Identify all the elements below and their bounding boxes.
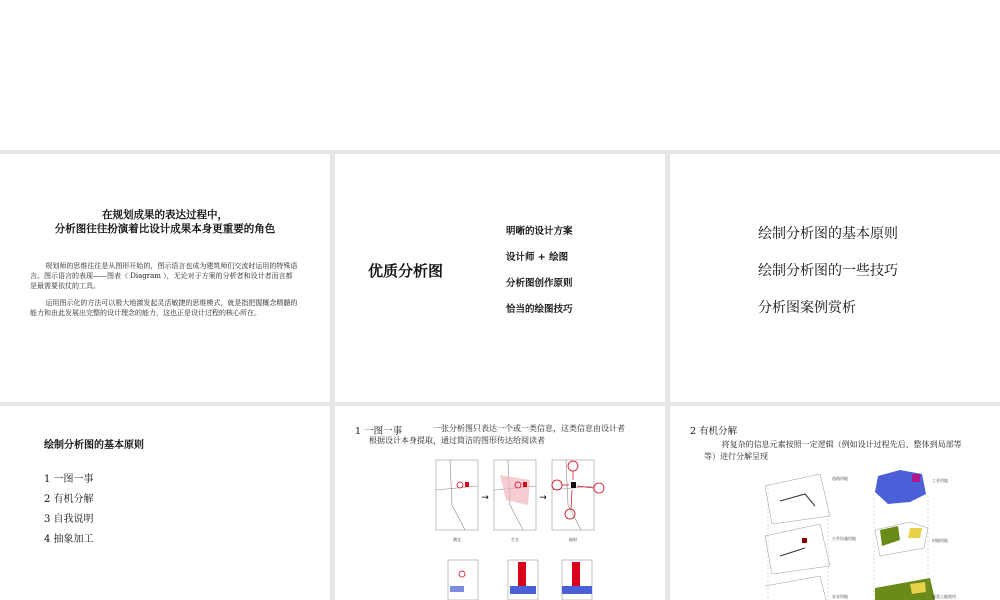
list-item: 恰当的绘图技巧 [506, 304, 573, 315]
list-item: 1 一图一事 [44, 474, 94, 485]
layer-label: 公共设施用地 [832, 536, 856, 541]
layer-label: 农业用地 [832, 594, 848, 599]
slide-heading: 绘制分析图的基本原则 [44, 440, 144, 451]
layer-label: 道路用地 [832, 476, 848, 481]
topic-list [506, 225, 573, 329]
list-item: 绘制分析图的基本原则 [758, 226, 898, 242]
arrow-icon: → [481, 493, 489, 503]
list-item: 分析图案例赏析 [758, 300, 856, 316]
slide-heading: 2 有机分解 [690, 426, 738, 437]
list-item: 设计师 + 绘图 [506, 252, 569, 263]
slide-title [20, 208, 310, 236]
principles-list [44, 473, 94, 553]
list-item: 明晰的设计方案 [506, 226, 573, 237]
paragraph-2: 运用图示化的方法可以极大地激发起灵活敏捷的思维模式，就是指把握概念精髓的能力和由此发展出完整的设计理念的能力，这也正是设计过程的核心所在。 [30, 299, 298, 317]
slide-description: 一张分析图只表达一个或一类信息，这类信息由设计者根据设计本身提取，通过简洁的图形传达给阅读者 [369, 424, 625, 445]
diagram-label-1: 溯北 [453, 537, 461, 542]
layer-stack-left [765, 474, 830, 600]
diagram-label-3: 辐射 [569, 537, 577, 542]
list-item: 分析图创作原则 [506, 278, 573, 289]
layer-diagram [760, 466, 960, 600]
layer-label: 村镇用地 [932, 538, 948, 543]
list-item: 绘制分析图的一些技巧 [758, 263, 898, 279]
slide-thumbnail-1[interactable] [0, 154, 330, 402]
list-item: 4 抽象加工 [44, 534, 94, 545]
diagram-label-2: 生长 [511, 537, 519, 542]
paragraph-1: 规划师的思维往往是从图形开始的，图示语言也成为建筑师们交流时运用的特殊语言。图示语言的表现——图表（ Diagram ），无论对于方案的分析者和设计者而言都是最需要依仗的工具。 [30, 262, 298, 290]
slide-thumbnail-4[interactable] [0, 406, 330, 600]
slide-thumbnail-2[interactable] [335, 154, 665, 402]
diagram-row-2 [448, 560, 592, 600]
slide-thumbnail-3[interactable] [670, 154, 1000, 402]
blank-slide [0, 0, 1000, 150]
diagram-panel-3 [552, 460, 604, 530]
layer-label: 现状土地使用 [932, 594, 956, 599]
slide-heading: 1 一图一事 [355, 426, 403, 437]
arrow-icon: → [539, 493, 547, 503]
layer-label: 工业用地 [932, 478, 948, 483]
list-item: 3 自我说明 [44, 514, 94, 525]
diagram-sequence [430, 450, 610, 600]
slide-thumbnail-6[interactable] [670, 406, 1000, 600]
list-item: 2 有机分解 [44, 494, 94, 505]
slide-thumbnail-5[interactable] [335, 406, 665, 600]
slide-big-title: 优质分析图 [368, 262, 444, 280]
outline-list [758, 225, 898, 336]
diagram-panel-1 [436, 460, 478, 530]
title-line-2: 分析图往往扮演着比设计成果本身更重要的角色 [54, 223, 276, 235]
diagram-panel-2 [494, 460, 536, 530]
title-line-1: 在规划成果的表达过程中， [102, 209, 228, 221]
layer-stack-right [874, 470, 935, 600]
slide-description: 将复杂的信息元素按照一定逻辑（例如设计过程先后、整体到局部等等）进行分解呈现 [704, 440, 962, 461]
